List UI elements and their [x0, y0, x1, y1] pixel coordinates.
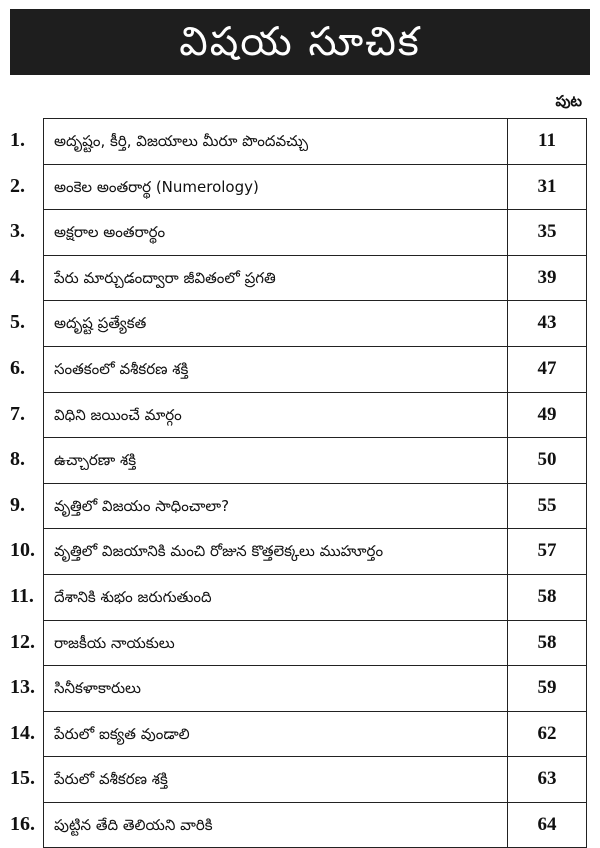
entry-title: సినీకళాకారులు [54, 679, 141, 698]
entry-title: అంకెల అంతరార్థ (Numerology) [54, 177, 259, 196]
entry-page-number: 39 [537, 266, 557, 288]
entry-number: 5. [10, 311, 25, 334]
entry-page-number: 57 [537, 540, 557, 562]
entry-box [43, 802, 587, 848]
toc-row [0, 300, 600, 346]
toc-row [0, 711, 600, 757]
page-title: విషయ సూచిక [179, 19, 421, 65]
entry-title: అదృష్టం, కీర్తి, విజయాలు మీరూ పొందవచ్చు [54, 132, 309, 150]
entry-number: 14. [10, 721, 35, 744]
page-column-header: పుట [555, 92, 582, 110]
entry-box [43, 620, 587, 666]
entry-box [43, 346, 587, 392]
entry-title: పుట్టిన తేది తెలియని వారికి [54, 815, 213, 834]
entry-box [43, 118, 587, 164]
entry-page-number: 50 [537, 449, 557, 471]
entry-box [43, 209, 587, 255]
entry-title: వృత్తిలో విజయం సాధించాలా? [54, 496, 230, 515]
entry-box [43, 437, 587, 483]
entry-title: పేరులో ఐక్యత వుండాలి [54, 724, 190, 743]
entry-page-number: 35 [537, 221, 557, 243]
entry-number: 4. [10, 265, 25, 288]
entry-page-number: 11 [538, 130, 556, 151]
entry-title: పేరు మార్చుడంద్వారా జీవితంలో ప్రగతి [54, 268, 276, 287]
toc-row [0, 255, 600, 301]
entry-title: వృత్తిలో విజయానికి మంచి రోజున కొత్తలెక్కలు ముహూర్తం [54, 542, 384, 561]
toc-row [0, 164, 600, 210]
toc-row [0, 437, 600, 483]
entry-box [43, 255, 587, 301]
entry-page-number: 43 [537, 312, 557, 334]
entry-number: 6. [10, 356, 25, 379]
entry-box [43, 528, 587, 574]
entry-number: 12. [10, 630, 35, 653]
entry-number: 10. [10, 539, 35, 562]
toc-row [0, 665, 600, 711]
entry-box [43, 483, 587, 529]
entry-page-number: 31 [537, 175, 557, 197]
entry-page-number: 62 [537, 722, 557, 744]
entry-page-number: 58 [537, 585, 557, 607]
entry-number: 16. [10, 812, 35, 835]
entry-box [43, 574, 587, 620]
entry-number: 15. [10, 767, 35, 790]
entry-number: 2. [10, 174, 25, 197]
entry-box [43, 756, 587, 802]
entry-page-number: 49 [537, 403, 557, 425]
toc-row [0, 528, 600, 574]
entry-number: 8. [10, 448, 25, 471]
toc-row [0, 756, 600, 802]
entry-page-number: 64 [537, 813, 557, 835]
toc-row [0, 802, 600, 848]
entry-title: సంతకంలో వశీకరణ శక్తి [54, 359, 189, 378]
entry-box [43, 711, 587, 757]
entry-box [43, 665, 587, 711]
entry-page-number: 59 [537, 677, 557, 699]
toc-row [0, 620, 600, 666]
entry-box [43, 392, 587, 438]
entry-title: రాజకీయ నాయకులు [54, 633, 175, 652]
toc-row [0, 574, 600, 620]
entry-number: 13. [10, 676, 35, 699]
entry-number: 1. [10, 129, 25, 151]
toc-row [0, 118, 600, 164]
entry-box [43, 164, 587, 210]
entry-page-number: 47 [537, 357, 557, 379]
entry-title: ఉచ్చారణా శక్తి [54, 451, 137, 470]
entry-number: 3. [10, 220, 25, 243]
entry-number: 11. [10, 584, 34, 607]
entry-number: 7. [10, 402, 25, 425]
toc-row [0, 392, 600, 438]
table-of-contents [0, 118, 600, 848]
entry-box [43, 300, 587, 346]
entry-title: అక్షరాల అంతరార్థం [54, 223, 166, 242]
toc-row [0, 209, 600, 255]
toc-row [0, 346, 600, 392]
entry-title: పేరులో వశీకరణ శక్తి [54, 770, 168, 789]
entry-title: విధిని జయించే మార్గం [54, 405, 182, 424]
toc-row [0, 483, 600, 529]
entry-page-number: 63 [537, 768, 557, 790]
entry-number: 9. [10, 493, 25, 516]
entry-page-number: 58 [537, 631, 557, 653]
entry-page-number: 55 [537, 494, 557, 516]
title-banner [10, 9, 590, 75]
entry-title: దేశానికి శుభం జరుగుతుంది [54, 587, 212, 606]
entry-title: అదృష్ట ప్రత్యేకత [54, 314, 147, 333]
